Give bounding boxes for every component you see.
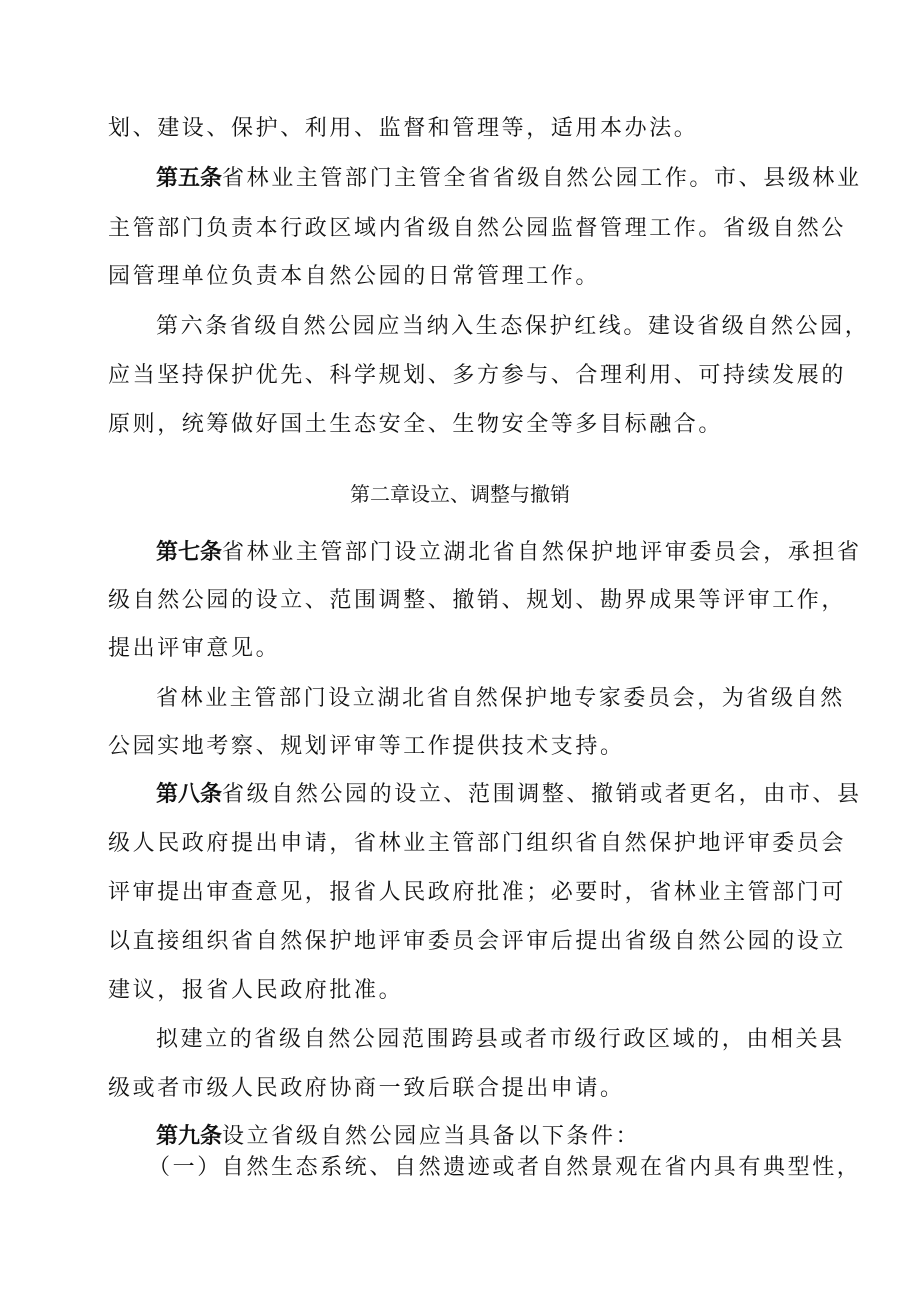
article-6-line [156,312,870,342]
line-text: （一）自然生态系统、自然遗迹或者自然景观在省内具有典型性， [148,1155,862,1180]
body-line [108,634,818,664]
article-5-line [156,164,866,194]
line-text: 园管理单位负责本自然公园的日常管理工作。 [108,264,601,289]
line-text: 建议，报省人民政府批准。 [108,978,404,1003]
line-text: 应当坚持保护优先、科学规划、多方参与、合理利用、可持续发展的 [108,363,847,388]
body-line [108,878,847,908]
body-line [108,976,818,1006]
article-heading: 第八条 [156,782,223,807]
line-text: 拟建立的省级自然公园范围跨县或者市级行政区域的，由相关县 [156,1027,845,1052]
line-text: 原则，统筹做好国土生态安全、生物安全等多目标融合。 [108,412,724,437]
body-line [108,361,847,391]
body-line [108,732,818,762]
chapter-title: 第二章设立、调整与撤销 [350,482,570,506]
line-text: 省级自然公园的设立、范围调整、撤销或者更名，由市、县 [222,782,862,807]
body-line [108,262,818,292]
line-text: 设立省级自然公园应当具备以下条件： [222,1124,641,1149]
article-heading: 第九条 [156,1124,223,1149]
line-text: 提出评审意见。 [108,636,281,661]
body-line [108,927,847,957]
article-7-line [156,538,866,568]
line-text: 以直接组织省自然保护地评审委员会评审后提出省级自然公园的设立 [108,929,847,954]
line-text: 划、建设、保护、利用、监督和管理等，适用本办法。 [108,116,699,141]
line-text: 省林业主管部门设立湖北省自然保护地评审委员会，承担省 [222,540,862,565]
line-text: 公园实地考察、规划评审等工作提供技术支持。 [108,734,625,759]
line-text: 省林业主管部门主管全省省级自然公园工作。市、县级林业 [222,166,862,191]
body-line [108,214,847,244]
line-text: 评审提出审查意见，报省人民政府批准；必要时，省林业主管部门可 [108,880,847,905]
line-text: 级或者市级人民政府协商一致后联合提出申请。 [108,1076,625,1101]
list-item-line [148,1153,862,1183]
line-text: 主管部门负责本行政区域内省级自然公园监督管理工作。省级自然公 [108,216,847,241]
line-text: 级自然公园的设立、范围调整、撤销、规划、勘界成果等评审工作， [108,588,847,613]
line-text: 省林业主管部门设立湖北省自然保护地专家委员会，为省级自然 [156,686,845,711]
article-9-line [156,1122,866,1152]
body-line [156,1025,866,1055]
body-line [108,586,847,616]
article-heading: 第七条 [156,540,223,565]
body-line [108,114,818,144]
article-heading: 第五条 [156,166,223,191]
article-8-line [156,780,866,810]
body-line [108,829,847,859]
line-text: 第六条省级自然公园应当纳入生态保护红线。建设省级自然公园， [156,314,870,339]
body-line [108,410,818,440]
body-line [108,1074,818,1104]
line-text: 级人民政府提出申请，省林业主管部门组织省自然保护地评审委员会 [108,831,847,856]
body-line [156,684,866,714]
